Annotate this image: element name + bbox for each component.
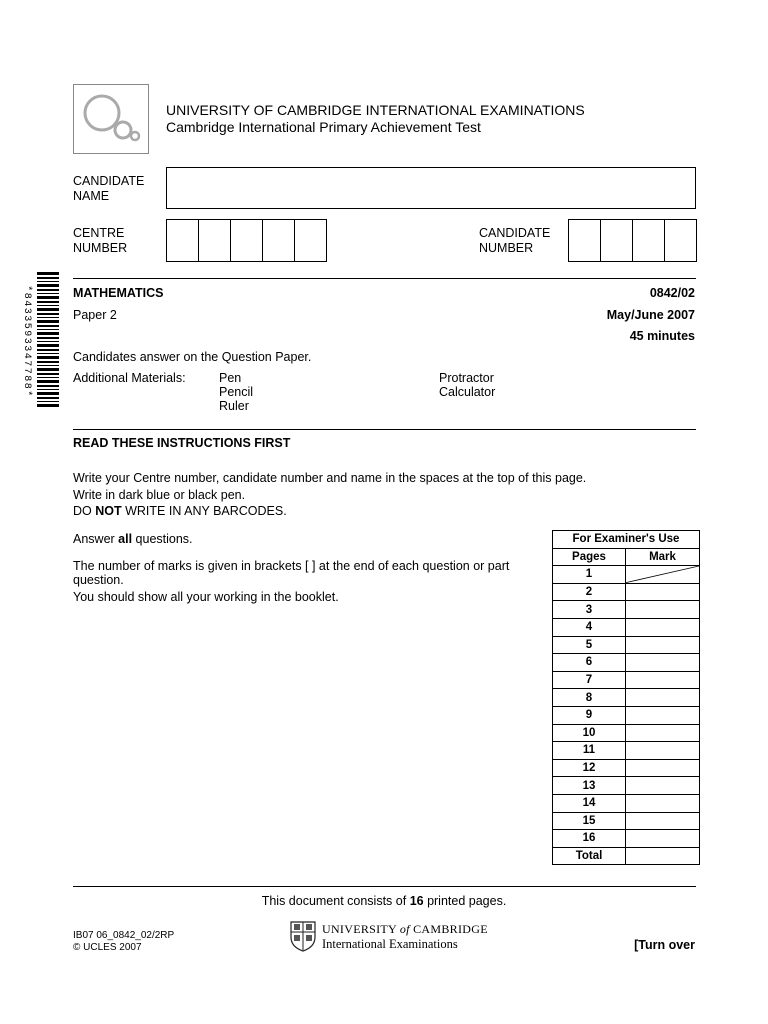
- subject: MATHEMATICS: [73, 286, 164, 300]
- barcode-bar: [37, 332, 59, 335]
- barcode-bar: [37, 365, 59, 366]
- mark-cell: [626, 724, 700, 742]
- column-header-pages: Pages: [553, 548, 626, 566]
- mark-cell: [626, 706, 700, 724]
- candidate-number-field[interactable]: [568, 219, 697, 262]
- page-number-cell: 14: [553, 794, 626, 812]
- barcode-bar: [37, 385, 59, 387]
- page-number-cell: 12: [553, 759, 626, 777]
- centre-digit-box[interactable]: [199, 220, 231, 261]
- paper-code: 0842/02: [649, 286, 695, 300]
- barcode-bar: [37, 301, 59, 303]
- barcode-bar: [37, 277, 59, 279]
- barcode-bar: [37, 296, 59, 299]
- page-number-cell: 2: [553, 583, 626, 601]
- footer-logo-line1: UNIVERSITY of CAMBRIDGE: [322, 922, 488, 936]
- page-number-cell: 4: [553, 618, 626, 636]
- centre-digit-box[interactable]: [231, 220, 263, 261]
- instructions-heading: READ THESE INSTRUCTIONS FIRST: [73, 436, 291, 450]
- total-row: [553, 847, 700, 865]
- instruction-line: Write your Centre number, candidate number and name in the spaces at the top of this page.: [73, 471, 587, 485]
- barcode-bar: [37, 305, 59, 306]
- page-count: This document consists of 16 printed pages.: [261, 894, 507, 908]
- mark-cell: [626, 812, 700, 830]
- centre-digit-box[interactable]: [263, 220, 295, 261]
- materials-label: Additional Materials:: [73, 371, 186, 385]
- total-label: Total: [553, 847, 626, 865]
- barcode-text: *8433593347788*: [20, 284, 32, 398]
- page-number-cell: 10: [553, 724, 626, 742]
- mark-cell: [626, 777, 700, 795]
- examiner-table: [552, 530, 700, 865]
- barcode-bars: [37, 272, 59, 410]
- cie-logo: [73, 84, 149, 154]
- barcode-bar: [37, 329, 59, 330]
- table-row: [553, 706, 700, 724]
- mark-cell: [626, 759, 700, 777]
- candidate-digit-box[interactable]: [601, 220, 633, 261]
- test-title: Cambridge International Primary Achievement Test: [166, 119, 481, 135]
- page-number-cell: 15: [553, 812, 626, 830]
- barcode-bar: [37, 293, 59, 294]
- table-row: [553, 777, 700, 795]
- barcode-bar: [37, 272, 59, 275]
- mark-cell: [626, 794, 700, 812]
- candidate-digit-box[interactable]: [569, 220, 601, 261]
- org-title: UNIVERSITY OF CAMBRIDGE INTERNATIONAL EXAMINATIONS: [166, 102, 585, 118]
- column-header-mark: Mark: [626, 548, 700, 566]
- crest-icon: [290, 921, 316, 952]
- paper-number: Paper 2: [73, 308, 117, 322]
- page-number-cell: 16: [553, 830, 626, 848]
- barcode-bar: [37, 377, 59, 378]
- instruction-line: DO NOT WRITE IN ANY BARCODES.: [73, 504, 287, 518]
- barcode-bar: [37, 404, 59, 407]
- table-row: [553, 601, 700, 619]
- mark-cell: [626, 618, 700, 636]
- table-row: [553, 742, 700, 760]
- table-row: [553, 759, 700, 777]
- divider: [73, 886, 696, 887]
- mark-cell: [626, 566, 700, 584]
- barcode: [20, 272, 62, 410]
- page-number-cell: 9: [553, 706, 626, 724]
- barcode-bar: [37, 325, 59, 327]
- total-mark-cell: [626, 847, 700, 865]
- barcode-bar: [37, 397, 59, 399]
- mark-cell: [626, 636, 700, 654]
- barcode-bar: [37, 361, 59, 363]
- centre-number-field[interactable]: [166, 219, 327, 262]
- centre-digit-box[interactable]: [295, 220, 326, 261]
- page-number-cell: 7: [553, 671, 626, 689]
- table-row: [553, 794, 700, 812]
- candidate-digit-box[interactable]: [665, 220, 696, 261]
- barcode-bar: [37, 368, 59, 371]
- table-row: [553, 566, 700, 584]
- materials-list-1: [219, 371, 253, 413]
- table-row: [553, 671, 700, 689]
- material-item: Pencil: [219, 385, 254, 399]
- candidate-name-field[interactable]: [166, 167, 696, 209]
- materials-list-2: [439, 371, 495, 399]
- table-row: [553, 636, 700, 654]
- barcode-bar: [37, 289, 59, 291]
- barcode-bar: [37, 401, 59, 402]
- material-item: Pen: [219, 371, 242, 385]
- material-item: Protractor: [439, 371, 494, 385]
- page-number-cell: 6: [553, 654, 626, 672]
- material-item: Calculator: [439, 385, 496, 399]
- barcode-bar: [37, 349, 59, 351]
- barcode-bar: [37, 356, 59, 359]
- page-number-cell: 1: [553, 566, 626, 584]
- document-reference: IB07 06_0842_02/2RP © UCLES 2007: [73, 930, 175, 953]
- footer-logo-line2: International Examinations: [322, 937, 458, 951]
- examiner-table-title: For Examiner's Use: [553, 531, 700, 549]
- centre-number-label: CENTRE NUMBER: [73, 226, 128, 255]
- table-row: [553, 689, 700, 707]
- page-number-cell: 11: [553, 742, 626, 760]
- candidate-name-label: CANDIDATE NAME: [73, 174, 145, 203]
- mark-cell: [626, 583, 700, 601]
- barcode-bar: [37, 337, 59, 339]
- barcode-bar: [37, 317, 59, 318]
- barcode-bar: [37, 392, 59, 395]
- instruction-line: The number of marks is given in brackets [ ] at the end of each question or part question.: [73, 559, 510, 587]
- page-number-cell: 8: [553, 689, 626, 707]
- diagonal-strike-icon: [626, 566, 699, 583]
- table-row: [553, 654, 700, 672]
- table-row: [553, 618, 700, 636]
- magnifier-logo-icon: [74, 85, 148, 153]
- material-item: Ruler: [219, 399, 249, 413]
- page-number-cell: 3: [553, 601, 626, 619]
- mark-cell: [626, 654, 700, 672]
- table-row: [553, 812, 700, 830]
- barcode-bar: [37, 373, 59, 375]
- instruction-line: Answer all questions.: [73, 532, 193, 546]
- mark-cell: [626, 830, 700, 848]
- barcode-bar: [37, 341, 59, 342]
- mark-cell: [626, 742, 700, 760]
- mark-cell: [626, 601, 700, 619]
- barcode-bar: [37, 389, 59, 390]
- barcode-bar: [37, 308, 59, 311]
- header: [166, 102, 585, 136]
- table-row: [553, 724, 700, 742]
- barcode-bar: [37, 281, 59, 282]
- barcode-bar: [37, 320, 59, 323]
- mark-cell: [626, 689, 700, 707]
- turn-over: [Turn over: [634, 938, 695, 952]
- barcode-bar: [37, 284, 59, 287]
- divider: [73, 429, 696, 430]
- table-row: [553, 830, 700, 848]
- duration: 45 minutes: [629, 329, 695, 343]
- divider: [73, 278, 696, 279]
- instruction-line: You should show all your working in the booklet.: [73, 590, 339, 604]
- candidate-digit-box[interactable]: [633, 220, 665, 261]
- candidate-number-label: CANDIDATE NUMBER: [479, 226, 551, 255]
- barcode-bar: [37, 380, 59, 383]
- page-number-cell: 5: [553, 636, 626, 654]
- barcode-bar: [37, 313, 59, 315]
- mark-cell: [626, 671, 700, 689]
- barcode-bar: [37, 344, 59, 347]
- centre-digit-box[interactable]: [167, 220, 199, 261]
- barcode-bar: [37, 353, 59, 354]
- answer-note: Candidates answer on the Question Paper.: [73, 350, 312, 364]
- page-number-cell: 13: [553, 777, 626, 795]
- session: May/June 2007: [606, 308, 695, 322]
- instruction-line: Write in dark blue or black pen.: [73, 488, 246, 502]
- table-row: [553, 583, 700, 601]
